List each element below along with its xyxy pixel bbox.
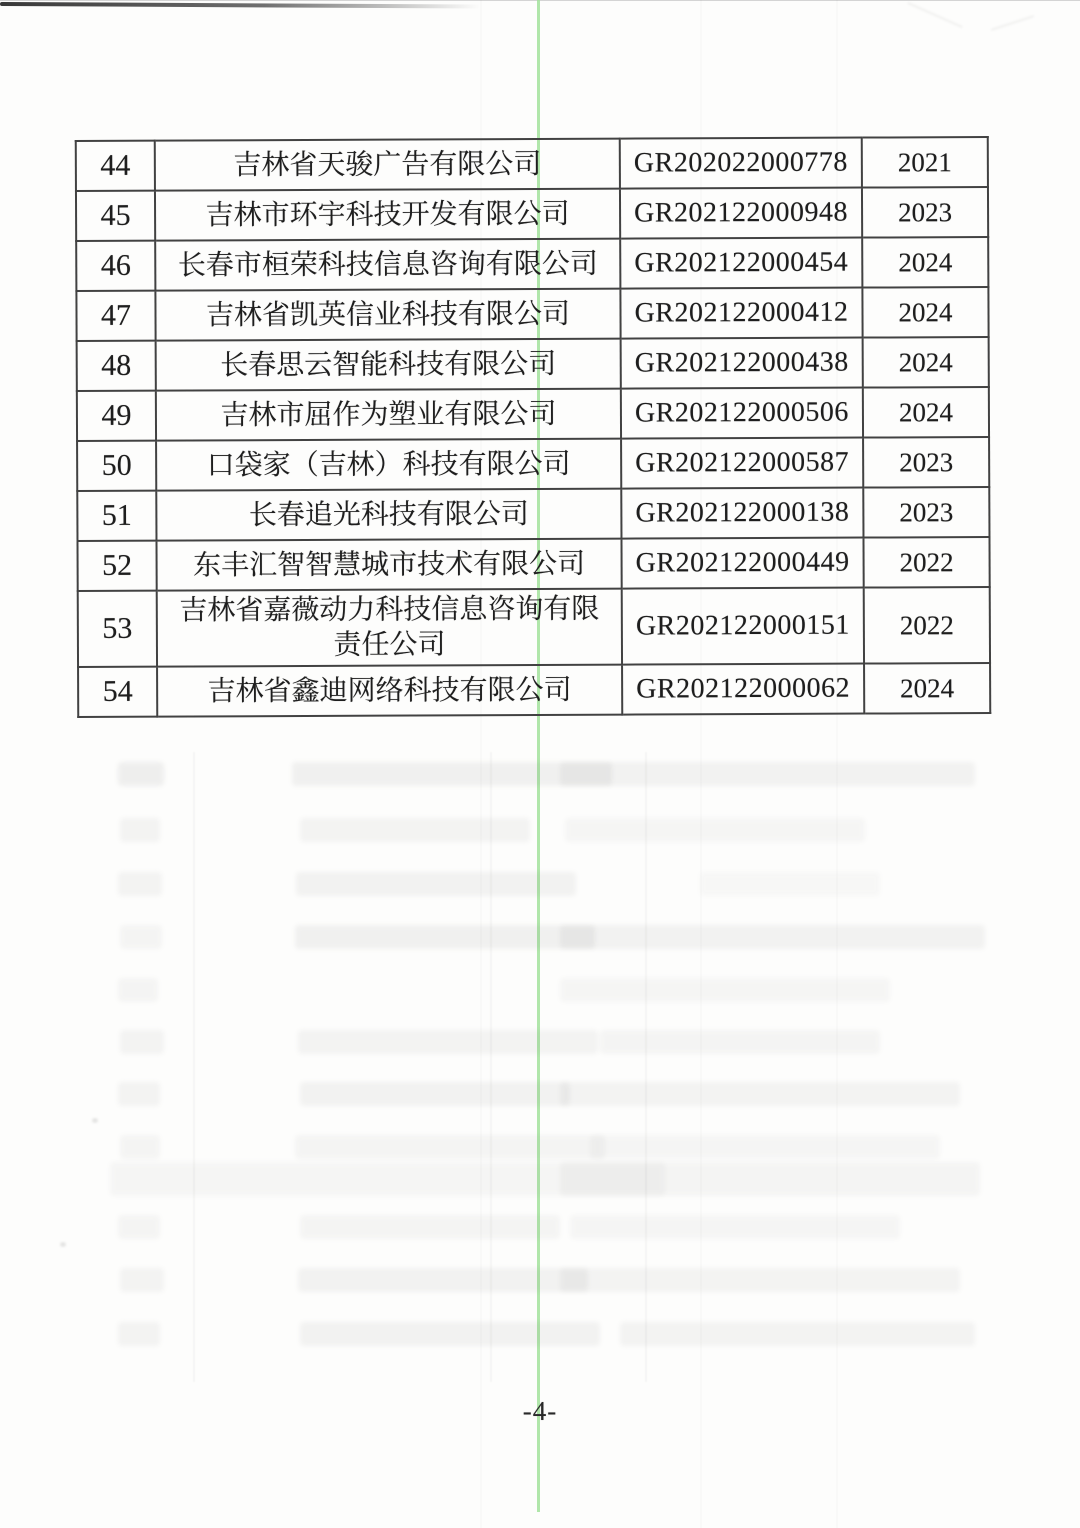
table-row [76,187,988,241]
bleed-through-blob [590,1135,940,1159]
year-cell: 2023 [863,487,989,538]
certificate-code-cell: GR202122000587 [621,438,863,489]
year-cell: 2024 [862,287,988,338]
bleed-through-blob [300,818,530,842]
row-number-cell: 50 [77,441,156,491]
bleed-through-blob [300,1082,570,1106]
bleed-through-blob [300,1322,600,1346]
certificate-code-cell: GR202122000412 [620,288,862,339]
bleed-through-blob [120,1268,164,1292]
scan-top-hairline [0,0,1080,1]
bleed-through-blob [118,1322,160,1346]
row-number-cell: 54 [78,667,157,717]
table-row [76,287,988,341]
certificate-code-cell: GR202122000948 [620,188,862,239]
row-number-cell: 48 [77,341,156,391]
bleed-through-blob [118,1215,160,1239]
bleed-through-blob [565,818,865,842]
bleed-through-blob [560,1268,960,1292]
bleed-through-blob [620,1322,975,1346]
row-number-cell: 44 [76,141,155,191]
bleed-through-line [490,752,492,1382]
page-number: -4- [522,1396,558,1426]
row-number-cell: 51 [77,491,156,541]
bleed-through-blob [298,1268,588,1292]
bleed-through-blob [295,925,595,949]
company-name-cell: 口袋家（吉林）科技有限公司 [156,439,621,491]
scan-smudge [907,2,963,28]
bleed-through-blob [118,872,162,896]
bleed-through-line [645,752,647,1382]
bleed-through-blob [295,1135,605,1159]
bleed-through-blob [560,978,890,1002]
bleed-through-blob [120,1030,164,1054]
year-cell: 2022 [864,587,990,664]
table-row [77,387,989,441]
year-cell: 2022 [863,537,989,588]
bleed-through-blob [298,1030,598,1054]
company-name-cell: 吉林省天骏广告有限公司 [155,139,620,191]
table-row [77,337,989,391]
company-name-cell: 吉林省嘉薇动力科技信息咨询有限责任公司 [157,589,622,667]
bleed-through-blob [600,1030,880,1054]
table-row [77,437,989,491]
scan-smudge [991,15,1034,31]
certificate-code-cell: GR202122000454 [620,238,862,289]
company-name-cell: 长春市桓荣科技信息咨询有限公司 [155,239,620,291]
company-name-cell: 吉林市环宇科技开发有限公司 [155,189,620,241]
paper-speck [60,1242,66,1247]
row-number-cell: 45 [76,191,155,241]
certificate-code-cell: GR202122000138 [621,488,863,539]
year-cell: 2021 [862,137,988,188]
bleed-through-blob [296,872,576,896]
row-number-cell: 52 [77,541,156,591]
bleed-through-blob [560,1162,980,1196]
certificate-code-cell: GR202022000778 [620,138,862,189]
bleed-through-blob [120,1135,160,1159]
certificate-code-cell: GR202122000449 [621,538,863,589]
certificate-code-cell: GR202122000438 [621,338,863,389]
year-cell: 2024 [863,337,989,388]
bleed-through-blob [118,762,164,786]
company-name-cell: 吉林市屈作为塑业有限公司 [156,389,621,441]
bleed-through-line [193,752,195,1382]
year-cell: 2024 [862,237,988,288]
bleed-through-blob [700,872,880,896]
table-row [76,237,988,291]
bleed-through-blob [570,1215,900,1239]
year-cell: 2023 [863,437,989,488]
row-number-cell: 53 [78,591,157,667]
bleed-through-blob [292,762,612,786]
certificate-code-cell: GR202122000506 [621,388,863,439]
scan-edge-artifact [0,2,480,9]
company-name-cell: 长春思云智能科技有限公司 [156,339,621,391]
table-row [77,487,989,541]
table-row [78,663,990,717]
table-row [78,587,990,667]
row-number-cell: 47 [76,291,155,341]
bleed-through-blob [110,1162,665,1196]
table-row [76,137,988,191]
bleed-through-blob [560,762,975,786]
certificate-code-cell: GR202122000062 [622,664,864,715]
year-cell: 2024 [863,387,989,438]
company-name-cell: 吉林省凯英信业科技有限公司 [155,289,620,341]
row-number-cell: 46 [76,241,155,291]
company-certification-table [75,136,992,718]
row-number-cell: 49 [77,391,156,441]
company-table-body [76,137,991,717]
year-cell: 2024 [864,663,990,714]
year-cell: 2023 [862,187,988,238]
table-row [77,537,989,591]
company-name-cell: 吉林省鑫迪网络科技有限公司 [157,665,622,717]
bleed-through-blob [300,1215,560,1239]
bleed-through-blob [560,925,985,949]
bleed-through-blob [120,818,160,842]
bleed-through-blob [118,1082,160,1106]
bleed-through-blob [118,978,158,1002]
paper-speck [92,1118,98,1123]
bleed-through-blob [120,925,162,949]
company-name-cell: 长春追光科技有限公司 [156,489,621,541]
company-name-cell: 东丰汇智智慧城市技术有限公司 [156,539,621,591]
certificate-code-cell: GR202122000151 [622,588,864,665]
bleed-through-blob [560,1082,960,1106]
